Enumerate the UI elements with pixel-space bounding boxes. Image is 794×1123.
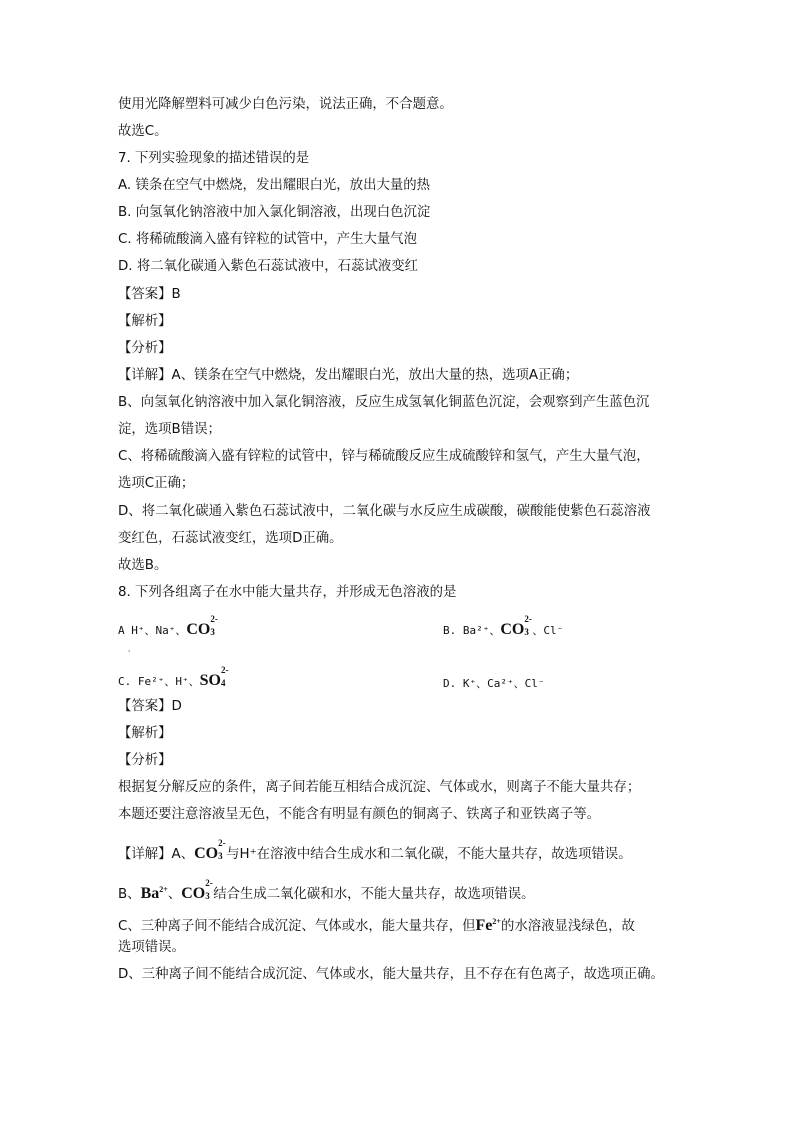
detail-8a: 【详解】A、CO 2- 3 与H⁺在溶液中结合生成水和二氧化碳，不能大量共存，故选项错误。 <box>118 838 632 862</box>
text-line: 故选C。 <box>118 124 168 139</box>
answer-8: 【答案】D <box>118 699 182 714</box>
question-7: 7. 下列实验现象的描述错误的是 <box>118 151 310 166</box>
option-7a: A. 镁条在空气中燃烧，发出耀眼白光，放出大量的热 <box>118 178 431 193</box>
carbonate-formula: CO 2- 3 <box>186 614 218 638</box>
text-line: 使用光降解塑料可减少白色污染，说法正确，不合题意。 <box>118 97 453 112</box>
sulfate-formula: SO 2- 4 <box>199 665 229 689</box>
conclusion-7: 故选B。 <box>118 558 168 573</box>
analysis-line: 本题还要注意溶液呈无色，不能含有明显有颜色的铜离子、铁离子和亚铁离子等。 <box>118 807 601 822</box>
analysis-subheading: 【分析】 <box>118 341 172 356</box>
carbonate-formula: CO 2- 3 <box>181 878 213 902</box>
carbonate-formula: CO 2- 3 <box>500 614 532 638</box>
detail-line: 选项错误。 <box>118 940 185 955</box>
analysis-line: 根据复分解反应的条件，离子间若能互相结合成沉淀、气体或水，则离子不能大量共存； <box>118 780 641 795</box>
detail-line: 选项C正确； <box>118 476 195 491</box>
stray-mark: ' <box>128 649 131 658</box>
detail-line: D、将二氧化碳通入紫色石蕊试液中，二氧化碳与水反应生成碳酸，碳酸能使紫色石蕊溶液 <box>118 504 651 519</box>
detail-line: C、将稀硫酸滴入盛有锌粒的试管中，锌与稀硫酸反应生成硫酸锌和氢气，产生大量气泡， <box>118 449 650 464</box>
analysis-heading: 【解析】 <box>118 314 172 329</box>
carbonate-formula: CO 2- 3 <box>194 838 226 862</box>
detail-line: 【详解】A、镁条在空气中燃烧，发出耀眼白光，放出大量的热，选项A正确； <box>118 368 579 383</box>
detail-line: 变红色，石蕊试液变红，选项D正确。 <box>118 531 343 546</box>
option-7b: B. 向氢氧化钠溶液中加入氯化铜溶液，出现白色沉淀 <box>118 205 431 220</box>
option-8a: A H⁺、Na⁺、CO 2- 3 <box>118 614 218 638</box>
answer-7: 【答案】B <box>118 287 181 302</box>
detail-8b: B、$Ba^{2+}$、CO 2- 3 结合生成二氧化碳和水，不能大量共存，故选项错误。 <box>118 878 535 902</box>
detail-line: 淀，选项B错误； <box>118 422 221 437</box>
analysis-subheading: 【分析】 <box>118 753 172 768</box>
question-8: 8. 下列各组离子在水中能大量共存，并形成无色溶液的是 <box>118 585 457 600</box>
detail-8c: C、三种离子间不能结合成沉淀、气体或水，能大量共存，但$Fe^{2+}$的水溶液显浅绿色，故 <box>118 917 635 934</box>
option-7d: D. 将二氧化碳通入紫色石蕊试液中，石蕊试液变红 <box>118 259 419 274</box>
detail-line: B、向氢氧化钠溶液中加入氯化铜溶液，反应生成氢氧化铜蓝色沉淀，会观察到产生蓝色沉 <box>118 395 650 410</box>
barium-formula: $Ba^{2+}$ <box>140 885 168 902</box>
iron-formula: $Fe^{2+}$ <box>475 917 501 934</box>
option-8c: C. Fe²⁺、H⁺、SO 2- 4 <box>118 665 229 689</box>
option-7c: C. 将稀硫酸滴入盛有锌粒的试管中，产生大量气泡 <box>118 232 418 247</box>
analysis-heading: 【解析】 <box>118 726 172 741</box>
option-8d: D. K⁺、Ca²⁺、Cl⁻ <box>443 677 545 690</box>
detail-8d: D、三种离子间不能结合成沉淀、气体或水，能大量共存，且不存在有色离子，故选项正确。 <box>118 967 664 982</box>
option-8b: B. Ba²⁺、CO 2- 3 、Cl⁻ <box>443 614 564 638</box>
